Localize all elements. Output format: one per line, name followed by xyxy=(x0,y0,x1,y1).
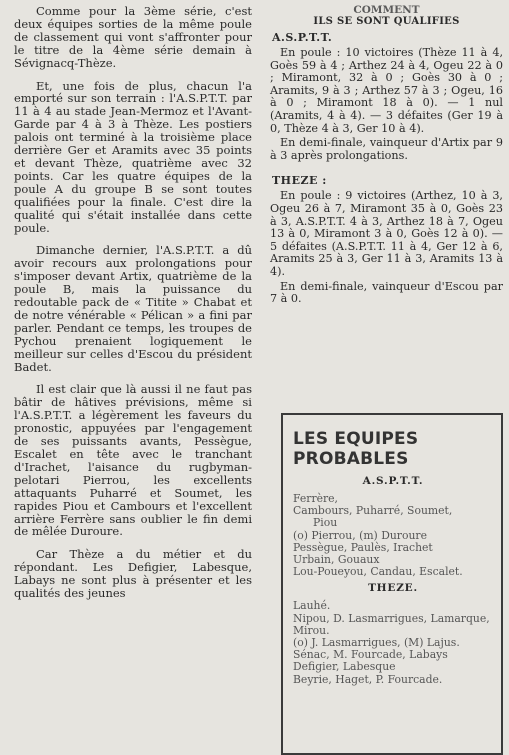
sidebar-heading-small: COMMENT xyxy=(353,4,420,16)
article-paragraph-3: Dimanche dernier, l'A.S.P.T.T. a dû avoir recours aux prolongations pour s'imposer devant Artix, quatrième de la poule B, mais la puissance du redoutable pack de « Titite » Chabat et de notre vénérable « Pélican » a fini par parler. Pendant ce temps, les troupes de Pychou prenaient logiquement le meilleur sur celles d'Escou du président Badet. xyxy=(14,243,252,374)
article-paragraph-2: Et, une fois de plus, chacun l'a emporté sur son terrain : l'A.S.P.T.T. par 11 à 4 au stade Jean-Mermoz et l'Avant-Garde par 4 à 3 à Thèze. Les postiers palois ont terminé à la troisième place derrière Ger et Aramits avec 35 points et devant Thèze, quatrième avec 32 points. Car les quatre équipes de la poule A du groupe B se sont toutes qualifiées pour la finale. C'est dire la qualité qui s'était installée dans cette poule. xyxy=(14,78,252,235)
lineup-line: Piou xyxy=(313,516,338,530)
theze-poule-results: En poule : 9 victoires (Arthez, 10 à 3, Ogeu 26 à 7, Miramont 35 à 0, Goès 23 à 3, A.S.P.T.T. 4 à 3, Arthez 18 à 7, Ogeu 13 à 0, Miramont 3 à 0, Goès 12 à 0). — 5 défaites (A.S.P.T.T. 11 à 4, Ger 12 à 6, Aramits 25 à 3, Ger 11 à 3, Aramits 13 à 4). xyxy=(270,189,503,278)
lineup-line: Lauhé. xyxy=(293,599,331,613)
lineup-line: Cambours, Puharré, Soumet, xyxy=(293,504,453,518)
sidebar-heading-main: ILS SE SONT QUALIFIES xyxy=(313,16,460,27)
article-paragraph-1: Comme pour la 3ème série, c'est deux équipes sorties de la même poule de classement qui vont s'affronter pour le titre de la 4ème série demain à Sévignacq-Thèze. xyxy=(14,4,252,70)
probable-teams-title: LES EQUIPES PROBABLES xyxy=(293,429,419,469)
probable-teams-box xyxy=(281,413,503,755)
right-column xyxy=(268,0,509,308)
lineup-line: (o) J. Lasmarrigues, (M) Lajus. xyxy=(293,636,460,650)
article-paragraph-5: Car Thèze a du métier et du répondant. Les Defigier, Labesque, Labays ne sont plus à présenter et les qualités des jeunes xyxy=(14,547,252,601)
asptt-poule-results: En poule : 10 victoires (Thèze 11 à 4, Goès 59 à 4 ; Arthez 24 à 4, Ogeu 22 à 0 ; Miramont, 32 à 0 ; Goès 30 à 0 ; Aramits, 9 à 3 ; Arthez 57 à 3 ; Ogeu, 16 à 0 ; Miramont 18 à 0). — 1 nul (Aramits, 4 à 4). — 3 défaites (Ger 19 à 0, Thèze 4 à 3, Ger 10 à 4). xyxy=(270,46,503,135)
team-label-theze: THEZE : xyxy=(272,174,327,188)
article-paragraph-4: Il est clair que là aussi il ne faut pas bâtir de hâtives prévisions, même si l'A.S.P.T.T. a légèrement les faveurs du pronostic, appuyées par l'engagement de ses puissants avants, Pessègue, Escalet en tête avec le tranchant d'Irachet, l'aisance du rugbyman-pelotari Pierrou, les excellents attaquants Puharré et Soumet, les rapides Piou et Cambours et l'excellent arrière Ferrère sans oublier le fin demi de mêlée Duroure. xyxy=(14,382,252,539)
theze-semifinal-result: En demi-finale, vainqueur d'Escou par 7 à 0. xyxy=(270,279,503,306)
lineup-line: Defigier, Labesque xyxy=(293,660,396,674)
team-label-asptt: A.S.P.T.T. xyxy=(272,31,333,44)
asptt-semifinal-result: En demi-finale, vainqueur d'Artix par 9 à 3 après prolongations. xyxy=(270,136,503,162)
probable-team-name-asptt: A.S.P.T.T. xyxy=(362,475,424,487)
lineup-line: Nipou, D. Lasmarrigues, Lamarque, Mirou. xyxy=(293,611,490,637)
lineup-line: Urbain, Gouaux xyxy=(293,553,380,567)
probable-team-name-theze: THEZE. xyxy=(368,582,418,595)
lineup-line: Ferrère, xyxy=(293,492,338,505)
lineup-line: (o) Pierrou, (m) Duroure xyxy=(293,528,427,542)
lineup-line: Beyrie, Haget, P. Fourcade. xyxy=(293,672,443,686)
lineup-line: Lou-Poueyou, Candau, Escalet. xyxy=(293,565,463,579)
lineup-line: Pessègue, Paulès, Irachet xyxy=(293,540,433,554)
lineup-line: Sénac, M. Fourcade, Labays xyxy=(293,648,448,662)
left-column xyxy=(0,0,262,610)
